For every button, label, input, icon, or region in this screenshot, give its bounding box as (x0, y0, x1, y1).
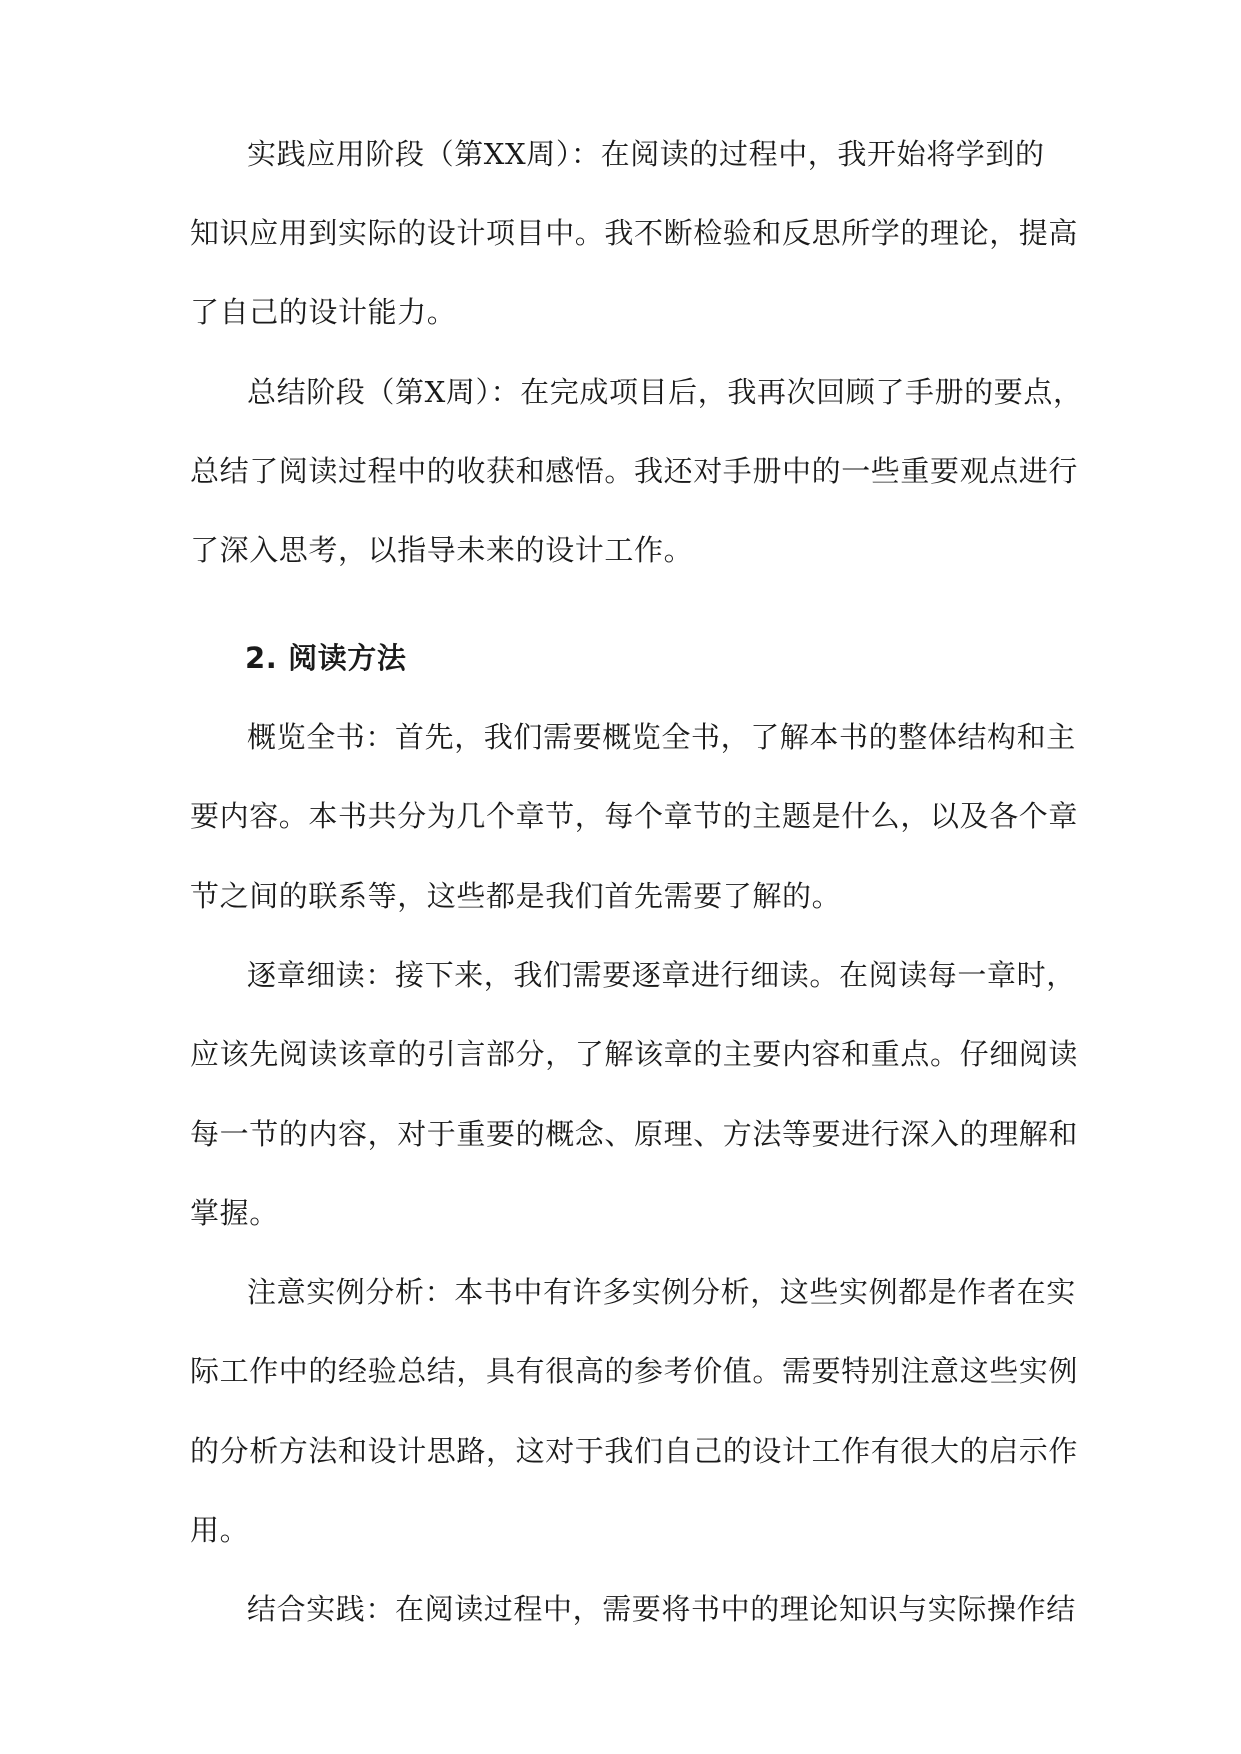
paragraph-practice-line-1: 实践应用阶段（第XX周）：在阅读的过程中，我开始将学到的 (247, 137, 1045, 171)
paragraph-examples-line-2: 际工作中的经验总结，具有很高的参考价值。需要特别注意这些实例 (190, 1354, 1079, 1388)
paragraph-examples-line-3: 的分析方法和设计思路，这对于我们自己的设计工作有很大的启示作 (190, 1434, 1079, 1468)
section-heading-reading-method: 2. 阅读方法 (245, 641, 407, 675)
paragraph-examples-line-1: 注意实例分析：本书中有许多实例分析，这些实例都是作者在实 (247, 1275, 1076, 1309)
paragraph-overview-line-1: 概览全书：首先，我们需要概览全书，了解本书的整体结构和主 (247, 720, 1076, 754)
paragraph-overview-line-3: 节之间的联系等，这些都是我们首先需要了解的。 (190, 879, 842, 913)
paragraph-examples-line-4: 用。 (190, 1513, 250, 1547)
paragraph-summary-line-3: 了深入思考，以指导未来的设计工作。 (190, 533, 694, 567)
paragraph-practice-combine-line-1: 结合实践：在阅读过程中，需要将书中的理论知识与实际操作结 (247, 1592, 1076, 1626)
paragraph-practice-line-2: 知识应用到实际的设计项目中。我不断检验和反思所学的理论，提高 (190, 216, 1079, 250)
paragraph-summary-line-2: 总结了阅读过程中的收获和感悟。我还对手册中的一些重要观点进行 (190, 454, 1079, 488)
paragraph-overview-line-2: 要内容。本书共分为几个章节，每个章节的主题是什么，以及各个章 (190, 799, 1079, 833)
paragraph-chapter-line-2: 应该先阅读该章的引言部分，了解该章的主要内容和重点。仔细阅读 (190, 1037, 1079, 1071)
paragraph-summary-line-1: 总结阶段（第X周）：在完成项目后，我再次回顾了手册的要点， (247, 375, 1083, 409)
paragraph-chapter-line-3: 每一节的内容，对于重要的概念、原理、方法等要进行深入的理解和 (190, 1117, 1079, 1151)
paragraph-chapter-line-4: 掌握。 (190, 1196, 279, 1230)
paragraph-practice-line-3: 了自己的设计能力。 (190, 295, 457, 329)
paragraph-chapter-line-1: 逐章细读：接下来，我们需要逐章进行细读。在阅读每一章时， (247, 958, 1076, 992)
